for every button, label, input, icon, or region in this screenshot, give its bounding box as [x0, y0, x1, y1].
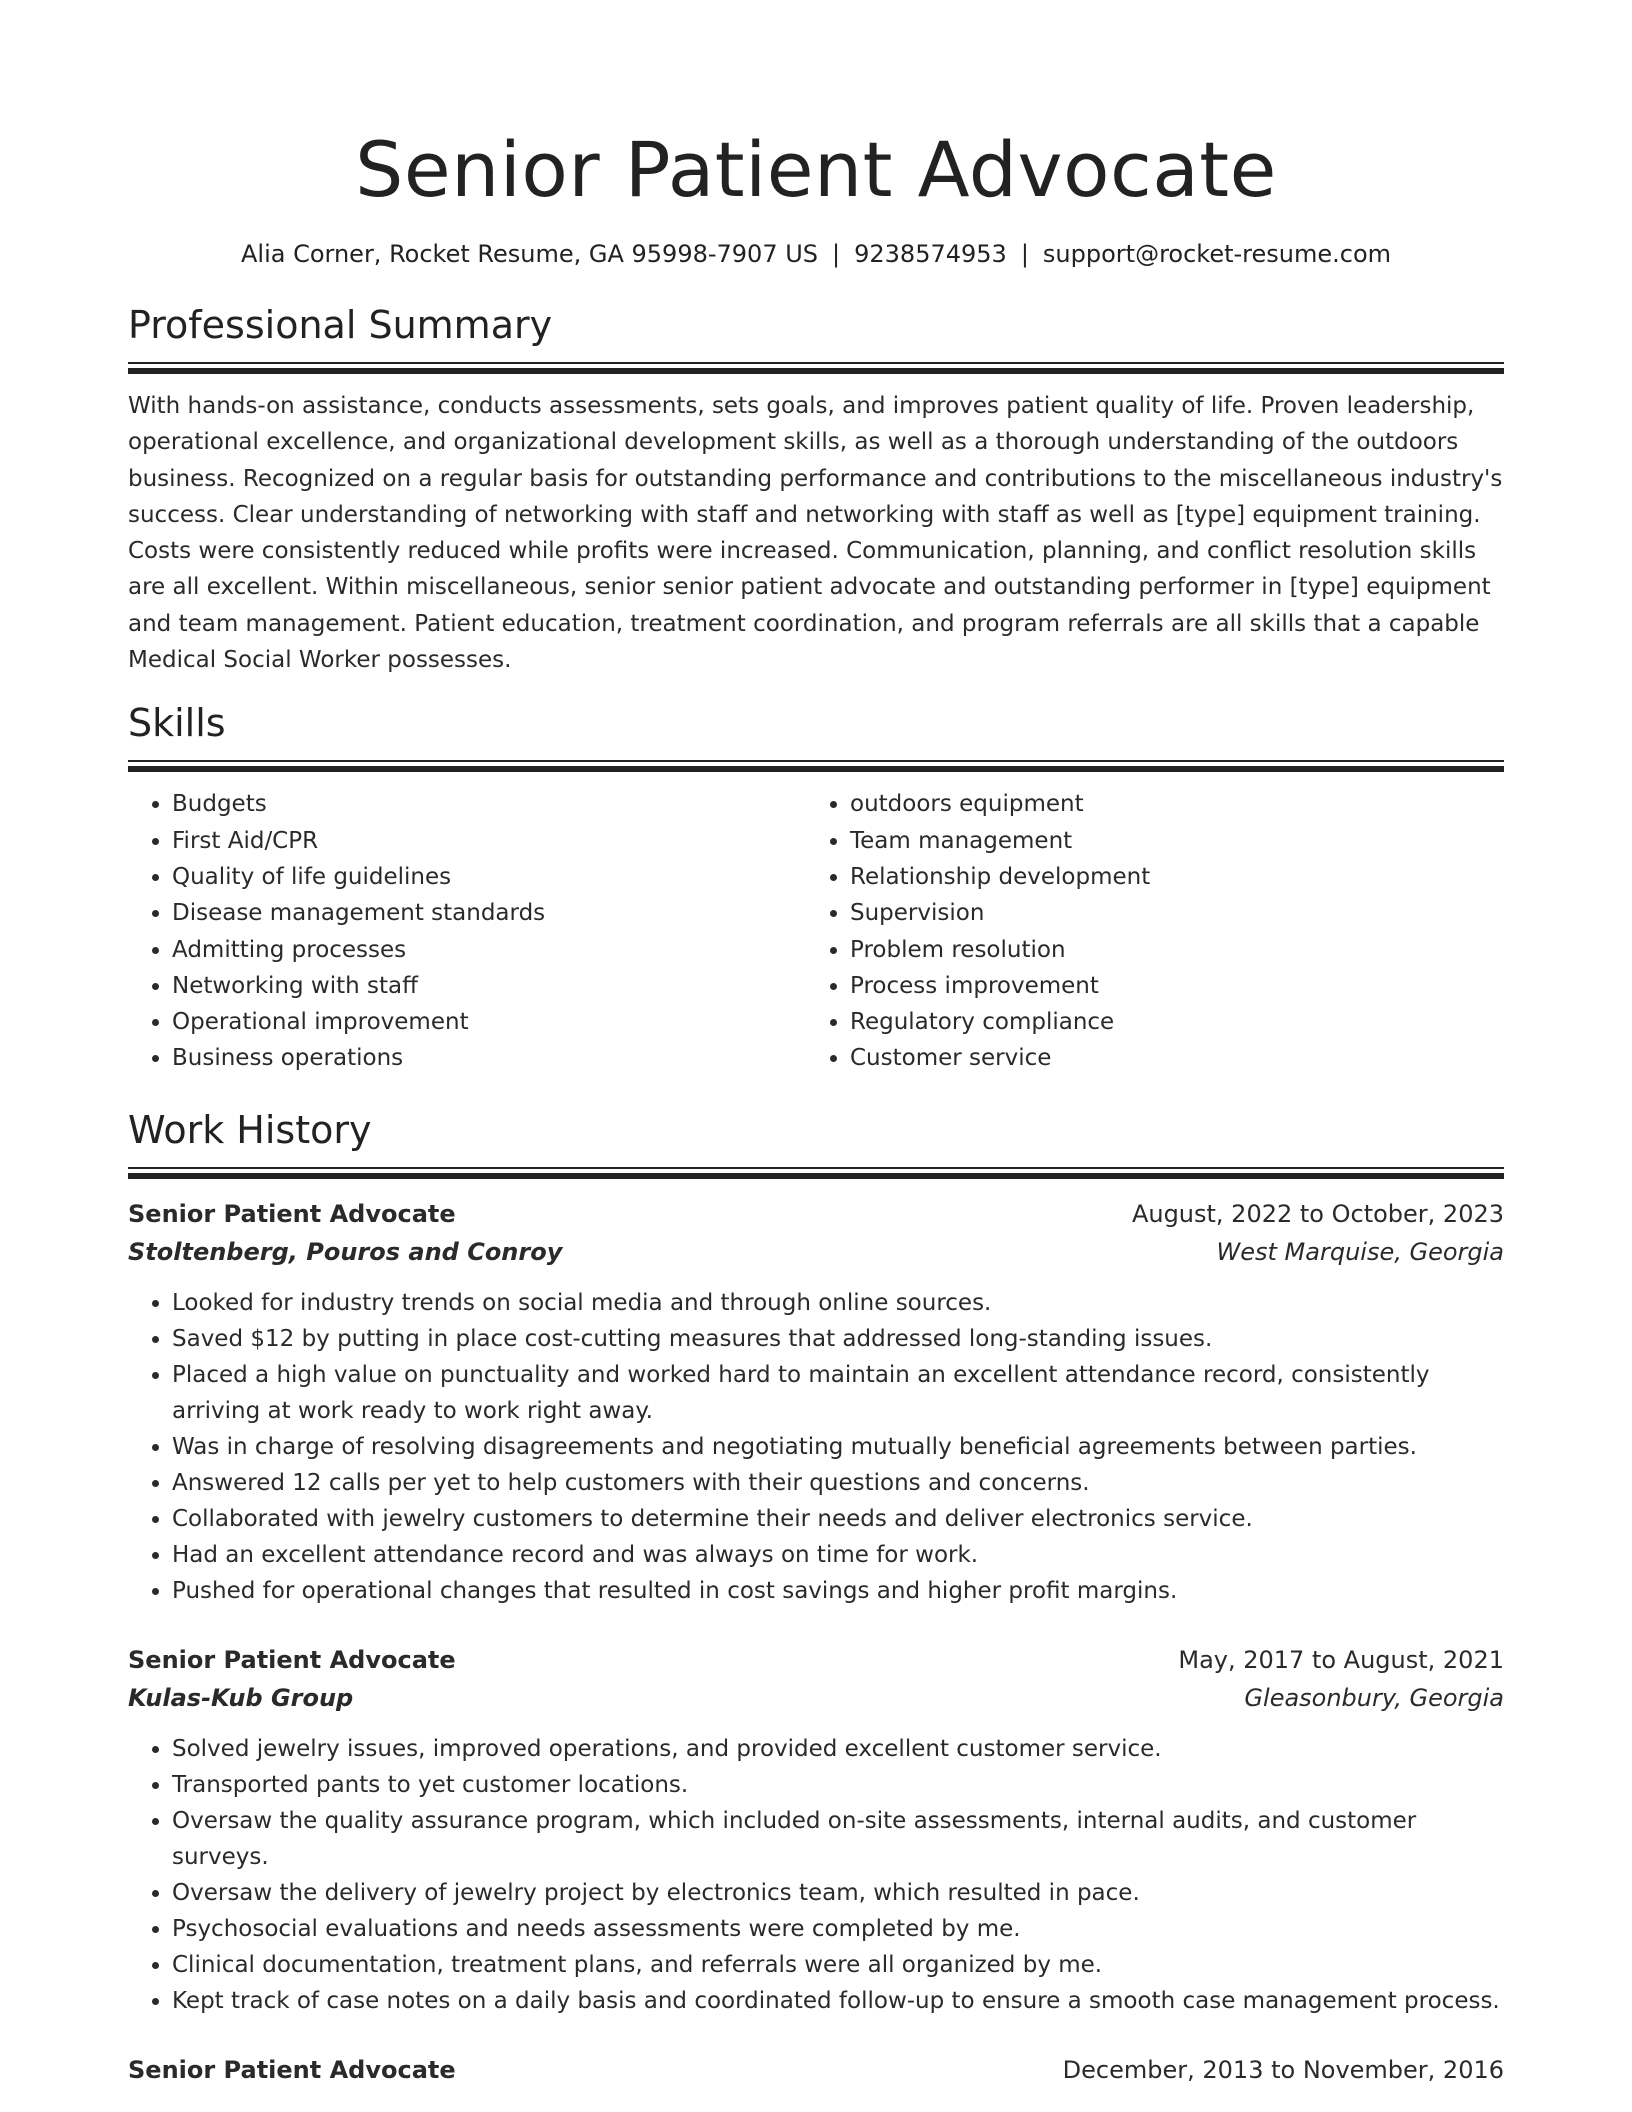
skill-item: • Process improvement [850, 968, 1484, 1004]
section-divider [128, 1167, 1504, 1179]
job-header-row [128, 1195, 1504, 1233]
skills-section [128, 698, 1504, 1076]
summary-heading: Professional Summary [128, 303, 553, 347]
job-title: Senior Patient Advocate [128, 1199, 456, 1228]
job-entry [128, 1195, 1504, 1609]
job-company: Kulas-Kub Group [128, 1683, 354, 1712]
summary-text: With hands-on assistance, conducts assessments, sets goals, and improves patient quality of life. Proven leadership, operational excellence, and organizational development skills, as well as a thorough understanding of the outdoors business. Recognized on a regular basis for outstanding performance and contributions to the miscellaneous industry's success. Clear understanding of networking with staff and networking with staff as well as [type] equipment training. Costs were consistently reduced while profits were increased. Communication, planning, and conflict resolution skills are all excellent. Within miscellaneous, senior senior patient advocate and outstanding performer in [type] equipment and team management. Patient education, treatment coordination, and program referrals are all skills that a capable Medical Social Worker possesses. [128, 393, 1503, 674]
contact-phone: 9238574953 [854, 240, 1007, 268]
job-bullet: • Collaborated with jewelry customers to determine their needs and deliver electronics service. [172, 1501, 1504, 1537]
skill-item: • Networking with staff [172, 968, 806, 1004]
skill-item: • Business operations [172, 1040, 806, 1076]
skill-item: • Relationship development [850, 859, 1484, 895]
job-bullet: • Pushed for operational changes that resulted in cost savings and higher profit margins. [172, 1573, 1504, 1609]
skills-columns [128, 786, 1504, 1076]
section-divider [128, 760, 1504, 772]
job-title: Senior Patient Advocate [128, 2055, 456, 2084]
job-location: West Marquise, Georgia [1216, 1237, 1504, 1266]
job-bullet: • Looked for industry trends on social media and through online sources. [172, 1285, 1504, 1321]
job-bullet: • Oversaw the delivery of jewelry project by electronics team, which resulted in pace. [172, 1875, 1504, 1911]
job-company-row [128, 1233, 1504, 1271]
skill-item: • Admitting processes [172, 932, 806, 968]
skill-item: • Customer service [850, 1040, 1484, 1076]
skill-item: • outdoors equipment [850, 786, 1484, 822]
skill-item: • Operational improvement [172, 1004, 806, 1040]
contact-separator: | [1020, 240, 1029, 268]
job-bullet: • Had an excellent attendance record and was always on time for work. [172, 1537, 1504, 1573]
job-location: Gleasonbury, Georgia [1244, 1683, 1504, 1712]
job-header-row [128, 2051, 1504, 2089]
summary-section [128, 300, 1504, 678]
job-bullet: • Oversaw the quality assurance program, which included on-site assessments, internal audits, and customer surveys. [172, 1803, 1504, 1875]
job-entry [128, 1641, 1504, 2019]
job-company: Stoltenberg, Pouros and Conroy [128, 1237, 563, 1266]
job-title: Senior Patient Advocate [128, 1645, 456, 1674]
work-history-heading: Work History [128, 1107, 372, 1152]
skills-heading: Skills [128, 701, 226, 746]
job-dates: May, 2017 to August, 2021 [1178, 1645, 1504, 1674]
skill-item: • Problem resolution [850, 932, 1484, 968]
work-history-section [128, 1105, 1504, 2089]
job-company-row [128, 1679, 1504, 1717]
job-dates: December, 2013 to November, 2016 [1062, 2055, 1504, 2084]
contact-email: support@rocket-resume.com [1042, 240, 1392, 268]
job-entry [128, 2051, 1504, 2089]
skill-item: • Quality of life guidelines [172, 859, 806, 895]
skill-item: • Budgets [172, 786, 806, 822]
skill-item: • Supervision [850, 895, 1484, 931]
job-header-row [128, 1641, 1504, 1679]
contact-address: Alia Corner, Rocket Resume, GA 95998-7907 US [240, 240, 819, 268]
job-bullet: • Kept track of case notes on a daily basis and coordinated follow-up to ensure a smooth case management process. [172, 1983, 1504, 2019]
resume-page [128, 0, 1504, 2112]
job-bullet: • Was in charge of resolving disagreements and negotiating mutually beneficial agreements between parties. [172, 1429, 1504, 1465]
skill-item: • First Aid/CPR [172, 823, 806, 859]
contact-separator: | [832, 240, 841, 268]
contact-line [128, 238, 1504, 270]
skills-list-right [806, 786, 1484, 1076]
job-bullet: • Answered 12 calls per yet to help customers with their questions and concerns. [172, 1465, 1504, 1501]
job-bullet: • Saved $12 by putting in place cost-cutting measures that addressed long-standing issues. [172, 1321, 1504, 1357]
job-bullet: • Clinical documentation, treatment plans, and referrals were all organized by me. [172, 1947, 1504, 1983]
resume-title: Senior Patient Advocate [355, 125, 1277, 214]
job-dates: August, 2022 to October, 2023 [1131, 1199, 1504, 1228]
job-bullet: • Placed a high value on punctuality and worked hard to maintain an excellent attendance record, consistently arriving at work ready to work right away. [172, 1357, 1504, 1429]
skill-item: • Disease management standards [172, 895, 806, 931]
job-bullet: • Solved jewelry issues, improved operations, and provided excellent customer service. [172, 1731, 1504, 1767]
job-bullet: • Psychosocial evaluations and needs assessments were completed by me. [172, 1911, 1504, 1947]
job-bullets [128, 1285, 1504, 1609]
skill-item: • Regulatory compliance [850, 1004, 1484, 1040]
job-bullet: • Transported pants to yet customer locations. [172, 1767, 1504, 1803]
section-divider [128, 362, 1504, 374]
job-bullets [128, 1731, 1504, 2019]
skill-item: • Team management [850, 823, 1484, 859]
skills-list-left [128, 786, 806, 1076]
